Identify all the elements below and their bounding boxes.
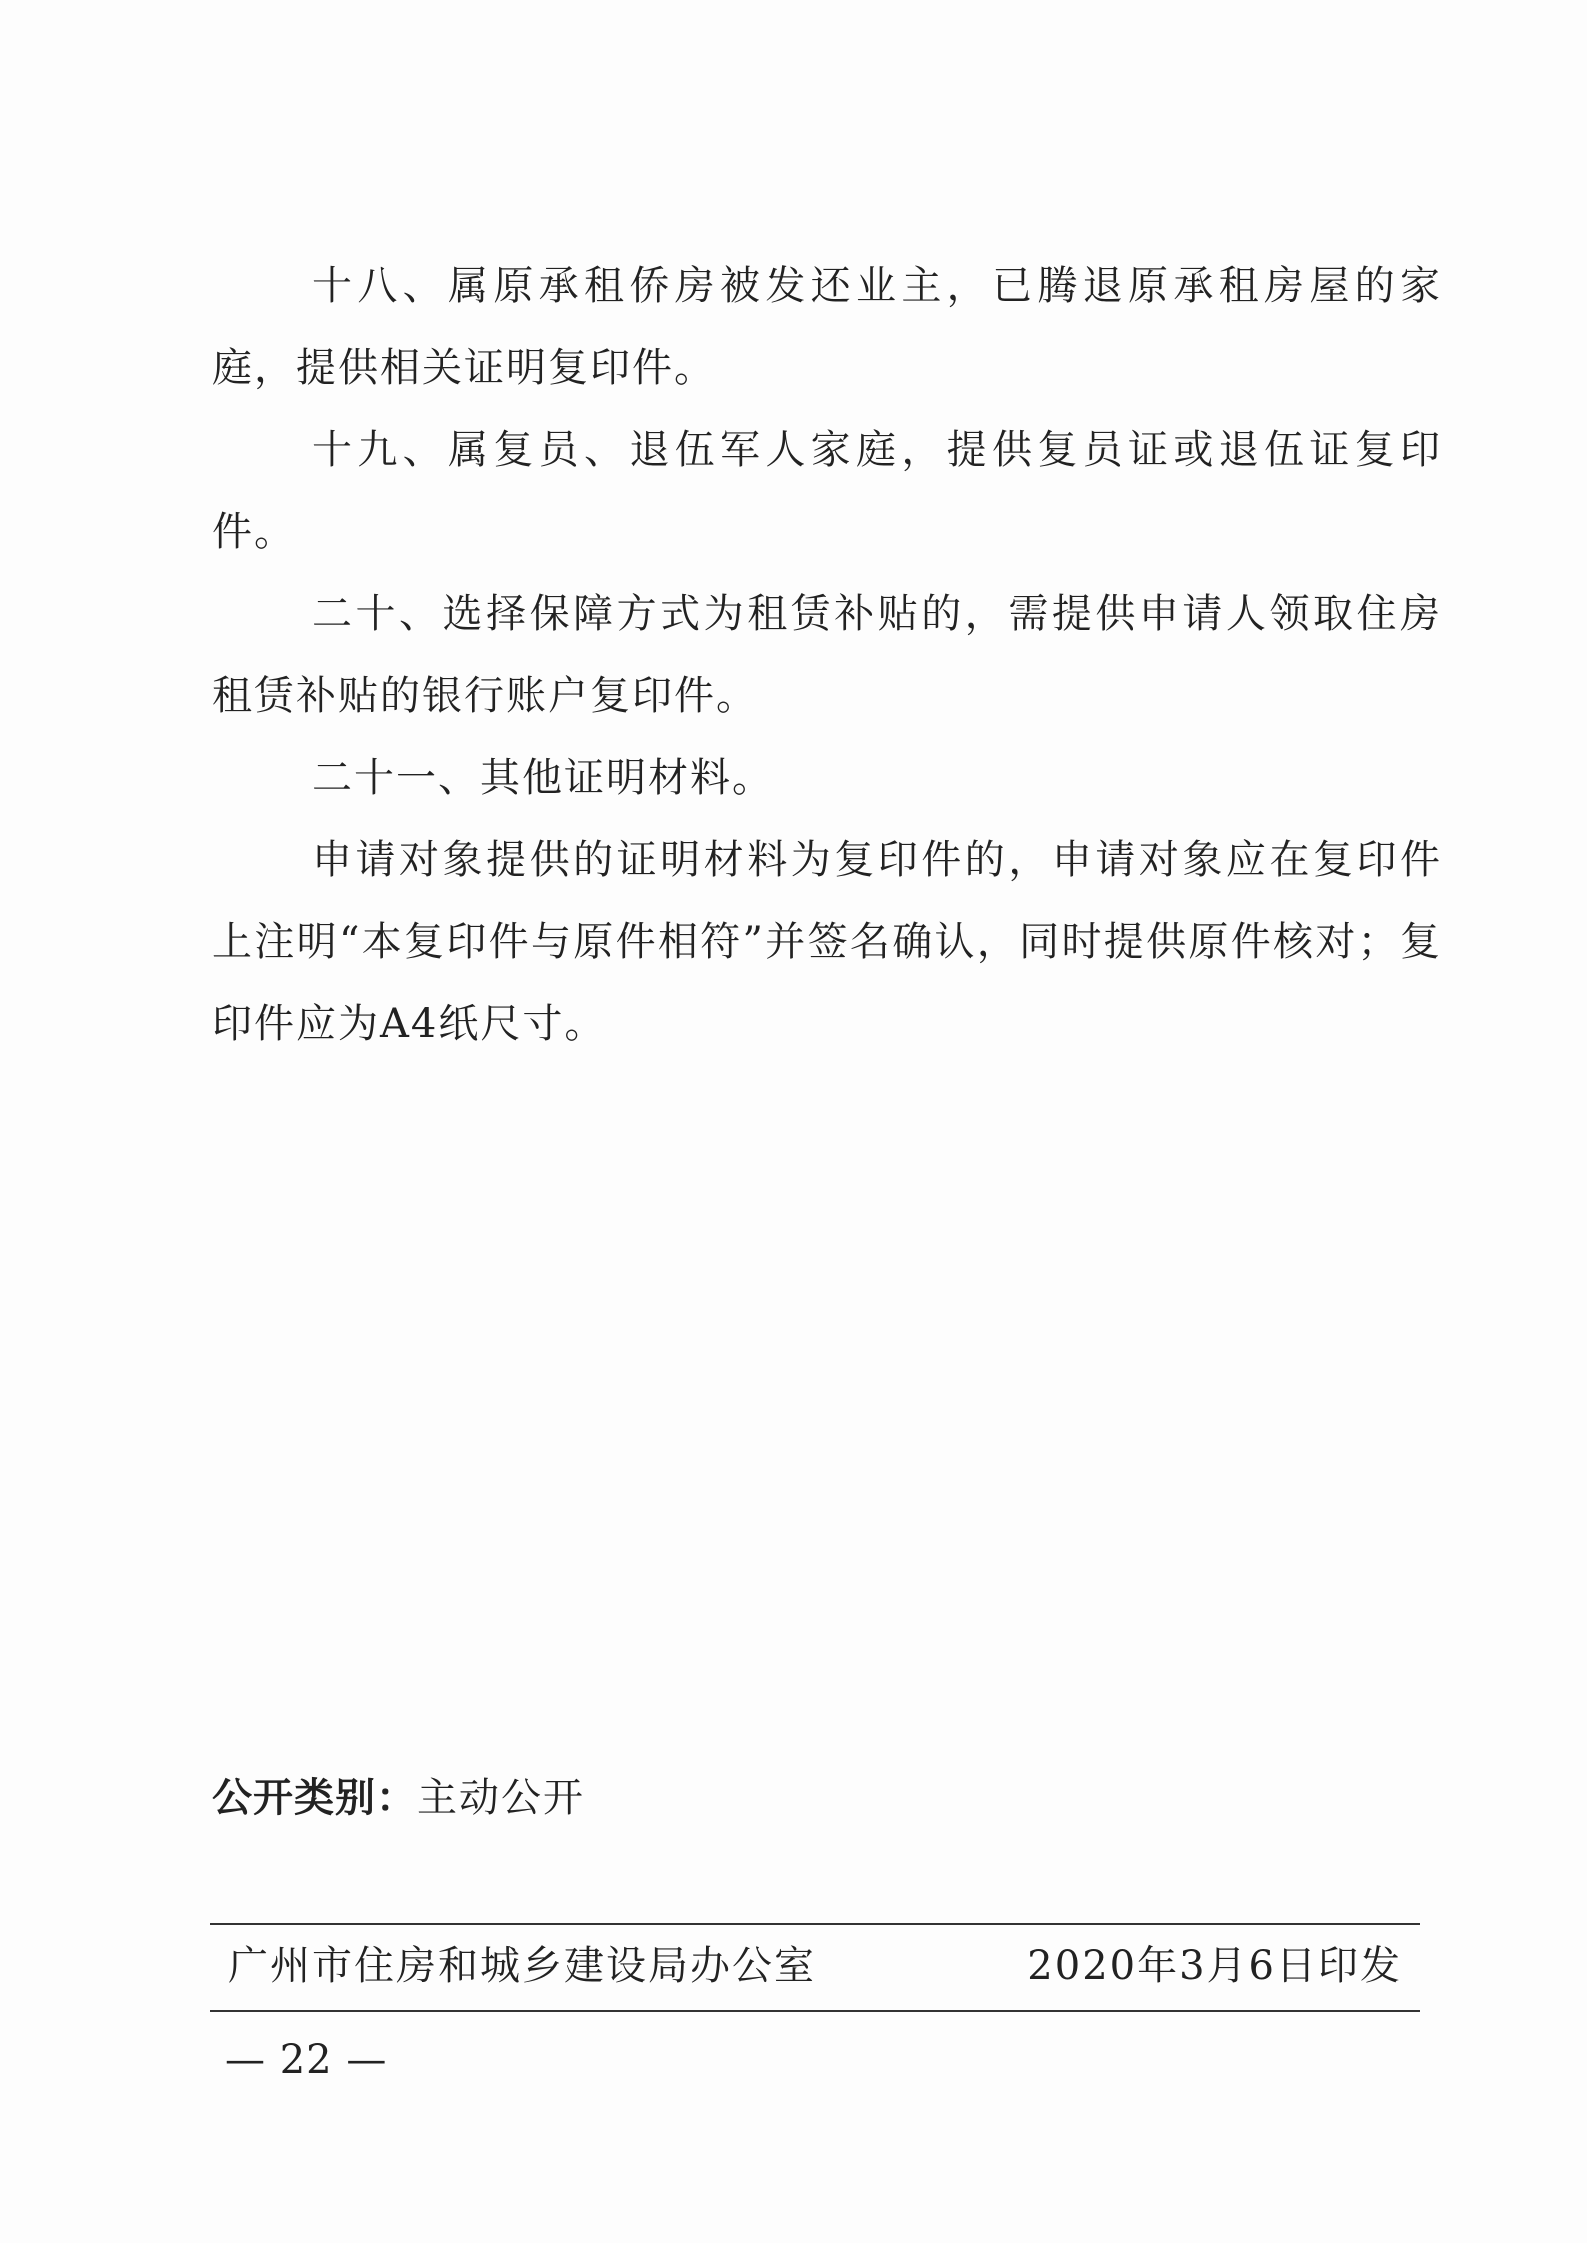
issuer-name: 广州市住房和城乡建设局办公室 — [228, 1943, 816, 1989]
disclosure-category — [212, 1768, 585, 1828]
paragraph-item-18: 十八、属原承租侨房被发还业主，已腾退原承租房屋的家庭，提供相关证明复印件。 — [212, 263, 1442, 391]
paragraph-item-20: 二十、选择保障方式为租赁补贴的，需提供申请人领取住房租赁补贴的银行账户复印件。 — [212, 591, 1442, 719]
paragraph-item-21: 二十一、其他证明材料。 — [312, 755, 774, 801]
issue-date: 2020年3月6日印发 — [1027, 1943, 1402, 1989]
footer-top-rule — [210, 1923, 1420, 1925]
disclosure-value: 主动公开 — [417, 1775, 585, 1821]
paragraph-item-19: 十九、属复员、退伍军人家庭，提供复员证或退伍证复印件。 — [212, 427, 1442, 555]
page-number: — 22 — — [225, 2037, 388, 2083]
document-body — [212, 245, 1442, 1065]
issuance-line — [228, 1936, 1408, 1996]
paragraph-copy-note: 申请对象提供的证明材料为复印件的，申请对象应在复印件上注明“本复印件与原件相符”并签名确认，同时提供原件核对；复印件应为A4纸尺寸。 — [212, 837, 1442, 1047]
disclosure-label: 公开类别： — [212, 1775, 417, 1821]
footer-bottom-rule — [210, 2010, 1420, 2012]
